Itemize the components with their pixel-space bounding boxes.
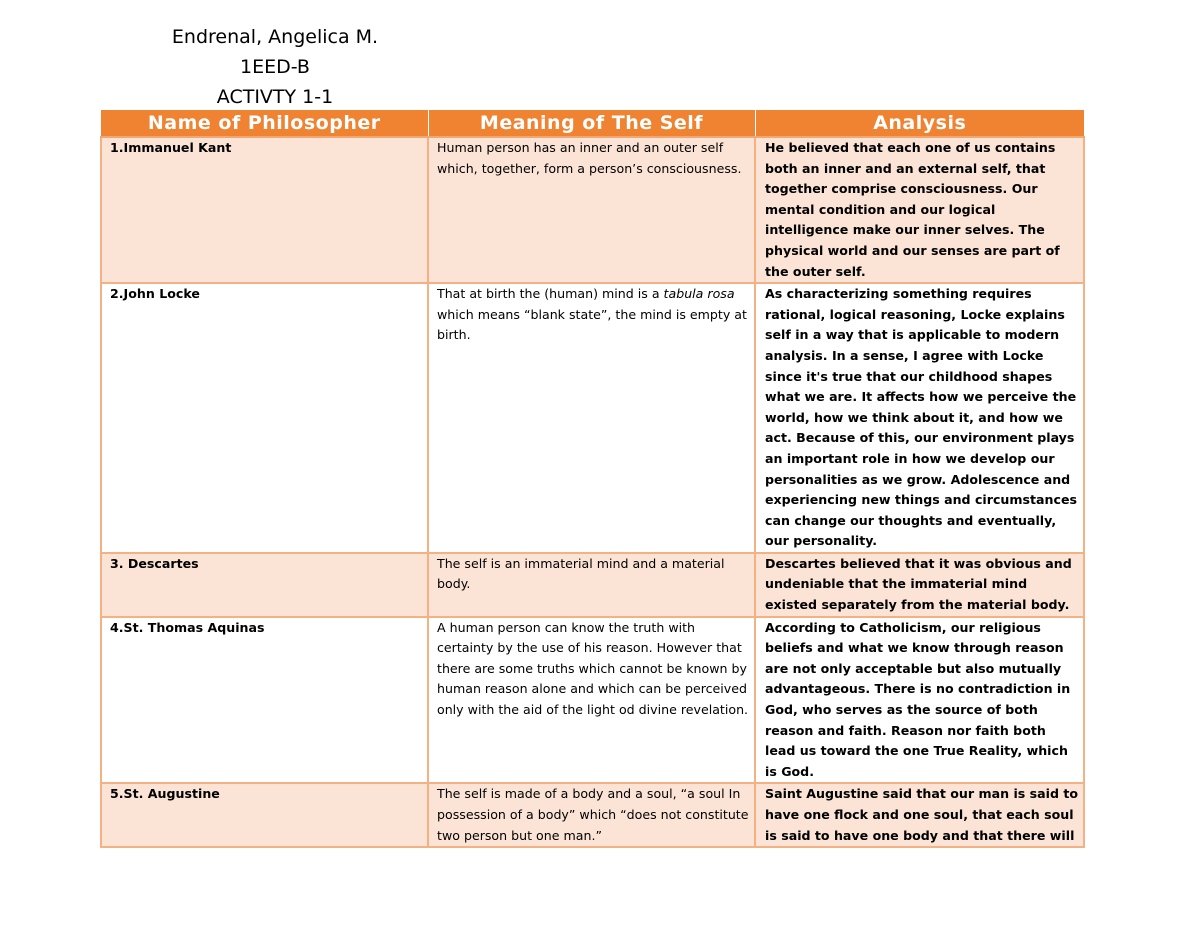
analysis-text: Saint Augustine said that our man is said to have one flock and one soul, that each soul is said to have one body and that there will	[755, 783, 1084, 847]
meaning-of-self: A human person can know the truth with certainty by the use of his reason. However that there are some truths which cannot be known by human reason alone and which can be perceived only with the aid of the light od divine revelation.	[428, 617, 755, 784]
meaning-text-italic: tabula rosa	[663, 286, 735, 302]
column-header-philosopher: Name of Philosopher	[101, 110, 428, 137]
philosopher-name: 5.St. Augustine	[101, 783, 428, 847]
column-header-analysis: Analysis	[755, 110, 1084, 137]
analysis-text: He believed that each one of us contains both an inner and an external self, that together comprise consciousness. Our mental condition and our logical intelligence make our inner selves. The physical world and our senses are part of the outer self.	[755, 137, 1084, 283]
meaning-of-self: The self is an immaterial mind and a material body.	[428, 553, 755, 617]
analysis-text: As characterizing something requires rational, logical reasoning, Locke explains self in a way that is applicable to modern analysis. In a sense, I agree with Locke since it's true that our childhood shapes what we are. It affects how we perceive the world, how we think about it, and how we act. Because of this, our environment plays an important role in how we develop our personalities as we grow. Adolescence and experiencing new things and circumstances can change our thoughts and eventually, our personality.	[755, 283, 1084, 553]
table-row	[101, 617, 1084, 784]
philosopher-name: 4.St. Thomas Aquinas	[101, 617, 428, 784]
table-row	[101, 783, 1084, 847]
meaning-text-end: which means “blank state”, the mind is empty at birth.	[437, 306, 747, 343]
philosopher-name: 3. Descartes	[101, 553, 428, 617]
student-section: 1EED-B	[240, 56, 310, 78]
table-row	[101, 137, 1084, 283]
table-row	[101, 553, 1084, 617]
philosopher-name: 1.Immanuel Kant	[101, 137, 428, 283]
table-header-row	[101, 110, 1084, 137]
philosopher-name: 2.John Locke	[101, 283, 428, 553]
meaning-of-self	[428, 283, 755, 553]
meaning-text-start: That at birth the (human) mind is a	[437, 286, 664, 302]
column-header-meaning: Meaning of The Self	[428, 110, 755, 137]
table-row	[101, 283, 1084, 553]
meaning-of-self: Human person has an inner and an outer self which, together, form a person’s consciousness.	[428, 137, 755, 283]
analysis-text: Descartes believed that it was obvious and undeniable that the immaterial mind existed separately from the material body.	[755, 553, 1084, 617]
activity-title: ACTIVTY 1-1	[216, 86, 334, 108]
meaning-of-self: The self is made of a body and a soul, “a soul In possession of a body” which “does not constitute two person but one man.”	[428, 783, 755, 847]
philosophers-table	[100, 110, 1085, 848]
analysis-text: According to Catholicism, our religious beliefs and what we know through reason are not only acceptable but also mutually advantageous. There is no contradiction in God, who serves as the source of both reason and faith. Reason nor faith both lead us toward the one True Reality, which is God.	[755, 617, 1084, 784]
student-header	[150, 22, 400, 112]
student-name: Endrenal, Angelica M.	[171, 26, 379, 48]
